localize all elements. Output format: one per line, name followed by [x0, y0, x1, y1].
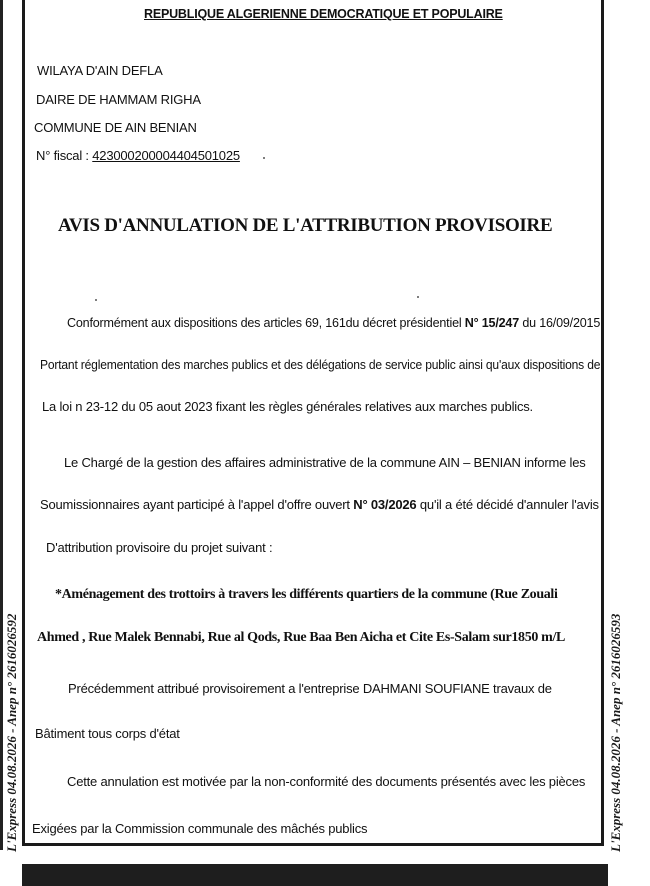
commune-line: COMMUNE DE AIN BENIAN — [34, 120, 197, 135]
wilaya-line: WILAYA D'AIN DEFLA — [37, 63, 163, 78]
p2-line1: Le Chargé de la gestion des affaires administrative de la commune AIN – BENIAN informe les — [64, 455, 586, 470]
decree-date: du 16/09/2015 — [522, 315, 601, 330]
fiscal-line — [36, 148, 240, 163]
p2-line2 — [40, 497, 599, 512]
daira-line: DAIRE DE HAMMAM RIGHA — [36, 92, 201, 107]
left-side-stamp: L'Express 04.08.2026 - Anep n° 2616026592 — [4, 613, 19, 852]
project-line2: Ahmed , Rue Malek Bennabi, Rue al Qods, Rue Baa Ben Aicha et Cite Es-Salam sur1850 m/L — [37, 630, 565, 645]
fiscal-number: 423000200004404501025 — [92, 148, 240, 163]
p1-line3: La loi n 23-12 du 05 aout 2023 fixant les règles générales relatives aux marches publics. — [42, 399, 533, 414]
scan-speck — [263, 157, 265, 159]
right-side-stamp: L'Express 04.08.2026 - Anep n° 2616026593 — [608, 613, 623, 852]
p2-line2-text: Soumissionnaires ayant participé à l'appel d'offre ouvert — [40, 497, 350, 512]
left-border — [0, 0, 3, 850]
p3-line2: Bâtiment tous corps d'état — [35, 726, 180, 741]
fiscal-label: N° fiscal : — [36, 148, 89, 163]
p2-line2-end: qu'il a été décidé d'annuler l'avis — [419, 497, 599, 512]
notice-title: AVIS D'ANNULATION DE L'ATTRIBUTION PROVISOIRE — [58, 215, 553, 236]
tender-number: N° 03/2026 — [353, 497, 417, 512]
scan-speck — [95, 299, 97, 301]
decree-number: N° 15/247 — [464, 315, 520, 330]
p4-line1: Cette annulation est motivée par la non-conformité des documents présentés avec les pièces — [67, 774, 586, 789]
scan-speck — [417, 296, 419, 298]
p1-line2: Portant réglementation des marches publics et des délégations de service public ainsi qu'aux dispositions de — [40, 357, 601, 372]
project-line1: *Aménagement des trottoirs à travers les différents quartiers de la commune (Rue Zouali — [55, 587, 558, 602]
p3-line1: Précédemment attribué provisoirement a l'entreprise DAHMANI SOUFIANE travaux de — [68, 681, 552, 696]
republic-heading: REPUBLIQUE ALGERIENNE DEMOCRATIQUE ET POPULAIRE — [144, 7, 503, 21]
p2-line3: D'attribution provisoire du projet suivant : — [46, 540, 273, 555]
bottom-dark-bar — [22, 864, 608, 886]
p1-line1-text: Conformément aux dispositions des articles 69, 161du décret présidentiel — [67, 315, 462, 330]
p4-line2: Exigées par la Commission communale des mâchés publics — [32, 821, 368, 836]
p1-line1 — [67, 315, 600, 330]
